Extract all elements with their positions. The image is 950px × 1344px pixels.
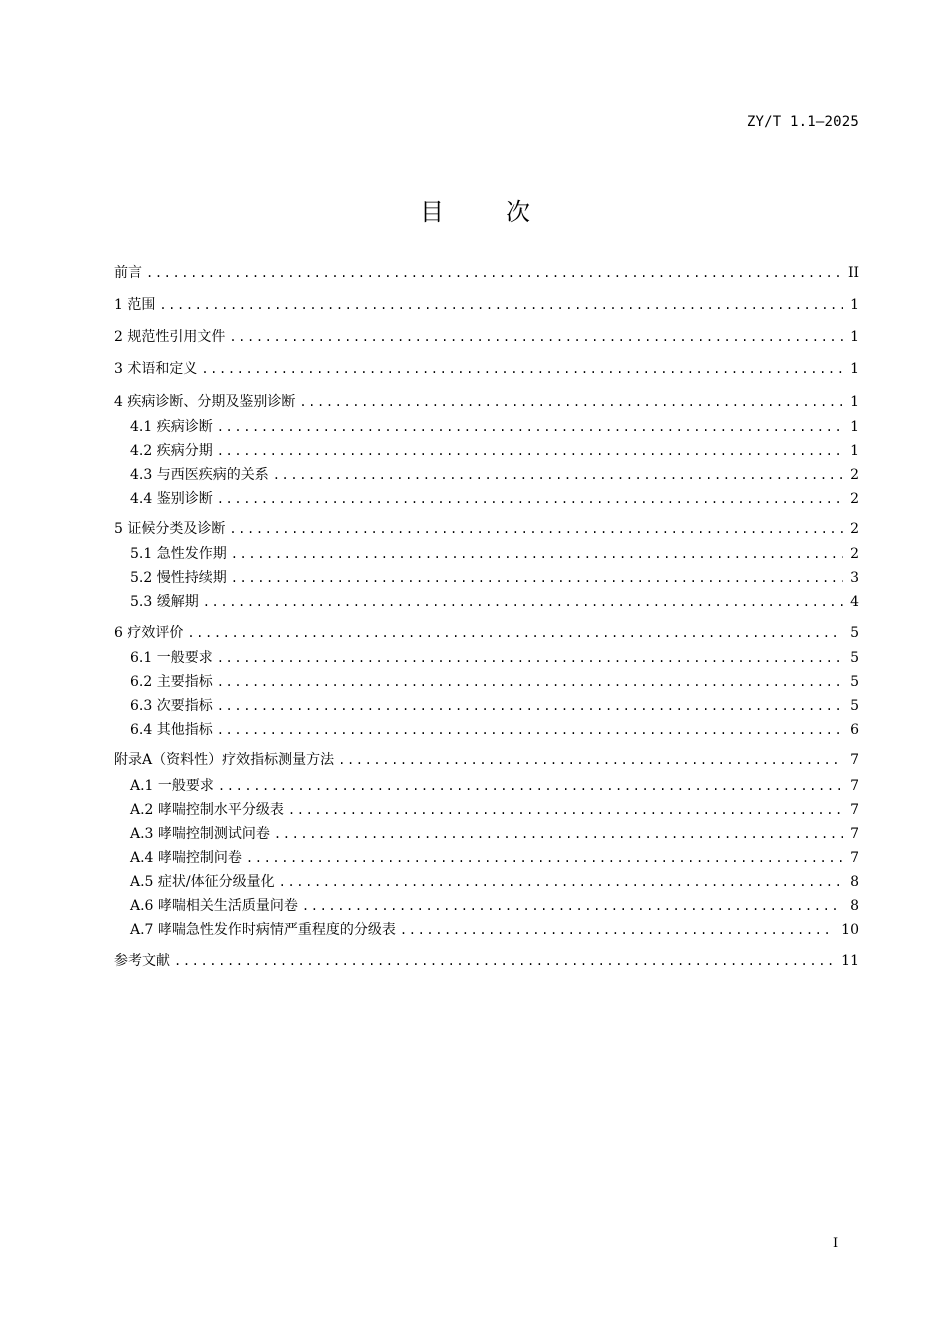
toc-entry-page: 2: [850, 491, 859, 507]
toc-entry-page: 1: [850, 443, 859, 459]
toc-entry-6[interactable]: [114, 622, 859, 644]
toc-entry-page: 1: [850, 394, 859, 410]
toc-entry-label: 1 范围: [114, 297, 156, 313]
toc-entry-label: 2 规范性引用文件: [114, 329, 226, 345]
toc-entry-label: A.1 一般要求: [130, 778, 214, 794]
leader-dots: [288, 799, 843, 821]
leader-dots: [400, 919, 835, 941]
toc-entry-label: 6.2 主要指标: [130, 674, 213, 690]
toc-entry-page: 2: [850, 521, 859, 537]
toc-entry-6-1[interactable]: [130, 647, 859, 669]
toc-entry-label: A.7 哮喘急性发作时病情严重程度的分级表: [130, 922, 396, 938]
toc-entry-a-4[interactable]: [130, 847, 859, 869]
toc-entry-page: 1: [850, 419, 859, 435]
toc-entry-label: 参考文献: [114, 953, 170, 969]
toc-entry-page: II: [847, 265, 859, 281]
toc-entry-label: A.3 哮喘控制测试问卷: [130, 826, 270, 842]
toc-entry-label: 3 术语和定义: [114, 361, 198, 377]
leader-dots: [159, 294, 843, 316]
toc-entry-page: 7: [850, 778, 859, 794]
toc-entry-1[interactable]: [114, 294, 859, 316]
toc-entry-label: A.6 哮喘相关生活质量问卷: [130, 898, 298, 914]
leader-dots: [217, 647, 843, 669]
toc-entry-6-4[interactable]: [130, 719, 859, 741]
leader-dots: [217, 488, 843, 510]
toc-entry-label: 6 疗效评价: [114, 625, 184, 641]
toc-entry-6-3[interactable]: [130, 695, 859, 717]
toc-entry-label: A.5 症状/体征分级量化: [130, 874, 275, 890]
toc-entry-label: 5.3 缓解期: [130, 594, 199, 610]
toc-entry-label: 4.1 疾病诊断: [130, 419, 213, 435]
toc-entry-4-2[interactable]: [130, 440, 859, 462]
toc-entry-page: 7: [850, 802, 859, 818]
toc-entry-5-2[interactable]: [130, 567, 859, 589]
toc-entry-page: 7: [850, 752, 859, 768]
leader-dots: [217, 671, 843, 693]
toc-entry-label: 4 疾病诊断、分期及鉴别诊断: [114, 394, 296, 410]
leader-dots: [146, 262, 842, 284]
toc-entry-page: 8: [850, 898, 859, 914]
toc-entry-page: 11: [841, 953, 859, 969]
toc-entry-page: 7: [850, 826, 859, 842]
toc-entry-label: 附录A（资料性）疗效指标测量方法: [114, 752, 335, 768]
toc-entry-label: A.2 哮喘控制水平分级表: [130, 802, 284, 818]
toc-entry-label: 6.3 次要指标: [130, 698, 213, 714]
toc-entry-page: 3: [850, 570, 859, 586]
toc-entry-page: 5: [850, 698, 859, 714]
toc-entry-label: 4.3 与西医疾病的关系: [130, 467, 269, 483]
toc-entry-page: 5: [850, 674, 859, 690]
leader-dots: [217, 719, 843, 741]
leader-dots: [299, 391, 843, 413]
toc-entry-a-5[interactable]: [130, 871, 859, 893]
leader-dots: [187, 622, 843, 644]
toc-entry-6-2[interactable]: [130, 671, 859, 693]
toc-entry-5[interactable]: [114, 518, 859, 540]
toc-entry-a-6[interactable]: [130, 895, 859, 917]
page-number: I: [833, 1236, 839, 1251]
leader-dots: [279, 871, 843, 893]
leader-dots: [174, 950, 835, 972]
toc-entry-label: 6.4 其他指标: [130, 722, 213, 738]
toc-entry-4[interactable]: [114, 391, 859, 413]
leader-dots: [203, 591, 843, 613]
leader-dots: [273, 464, 843, 486]
toc-entry-page: 1: [850, 361, 859, 377]
toc-entry-page: 5: [850, 650, 859, 666]
toc-entry-page: 5: [850, 625, 859, 641]
leader-dots: [231, 543, 843, 565]
leader-dots: [246, 847, 843, 869]
toc-entry-4-4[interactable]: [130, 488, 859, 510]
toc-entry-2[interactable]: [114, 326, 859, 348]
toc-entry-label: A.4 哮喘控制问卷: [130, 850, 242, 866]
toc-entry-label: 5.1 急性发作期: [130, 546, 227, 562]
toc-entry-foreword[interactable]: [114, 262, 859, 284]
toc-entry-page: 1: [850, 329, 859, 345]
toc-entry-page: 1: [850, 297, 859, 313]
toc-entry-a-7[interactable]: [130, 919, 859, 941]
leader-dots: [217, 440, 843, 462]
toc-entry-4-1[interactable]: [130, 416, 859, 438]
toc-entry-label: 5 证候分类及诊断: [114, 521, 226, 537]
toc-entry-appendix-a[interactable]: [114, 749, 859, 771]
leader-dots: [229, 326, 843, 348]
toc-entry-label: 4.4 鉴别诊断: [130, 491, 213, 507]
leader-dots: [338, 749, 843, 771]
toc-entry-a-3[interactable]: [130, 823, 859, 845]
leader-dots: [229, 518, 843, 540]
toc-entry-page: 8: [850, 874, 859, 890]
leader-dots: [274, 823, 843, 845]
leader-dots: [201, 358, 843, 380]
toc-entry-5-1[interactable]: [130, 543, 859, 565]
leader-dots: [217, 416, 843, 438]
leader-dots: [231, 567, 843, 589]
toc-entry-page: 6: [850, 722, 859, 738]
toc-entry-4-3[interactable]: [130, 464, 859, 486]
leader-dots: [218, 775, 843, 797]
toc-entry-a-1[interactable]: [130, 775, 859, 797]
toc-entry-references[interactable]: [114, 950, 859, 972]
toc-title: 目次: [420, 198, 592, 226]
toc-entry-a-2[interactable]: [130, 799, 859, 821]
toc-entry-label: 5.2 慢性持续期: [130, 570, 227, 586]
toc-entry-5-3[interactable]: [130, 591, 859, 613]
toc-entry-page: 7: [850, 850, 859, 866]
leader-dots: [217, 695, 843, 717]
leader-dots: [302, 895, 843, 917]
toc-entry-page: 10: [841, 922, 859, 938]
document-code: ZY/T 1.1—2025: [746, 114, 859, 130]
toc-entry-label: 4.2 疾病分期: [130, 443, 213, 459]
toc-entry-page: 2: [850, 546, 859, 562]
toc-entry-3[interactable]: [114, 358, 859, 380]
toc-entry-page: 2: [850, 467, 859, 483]
toc-entry-label: 6.1 一般要求: [130, 650, 213, 666]
toc-entry-label: 前言: [114, 265, 142, 281]
toc-entry-page: 4: [850, 594, 859, 610]
